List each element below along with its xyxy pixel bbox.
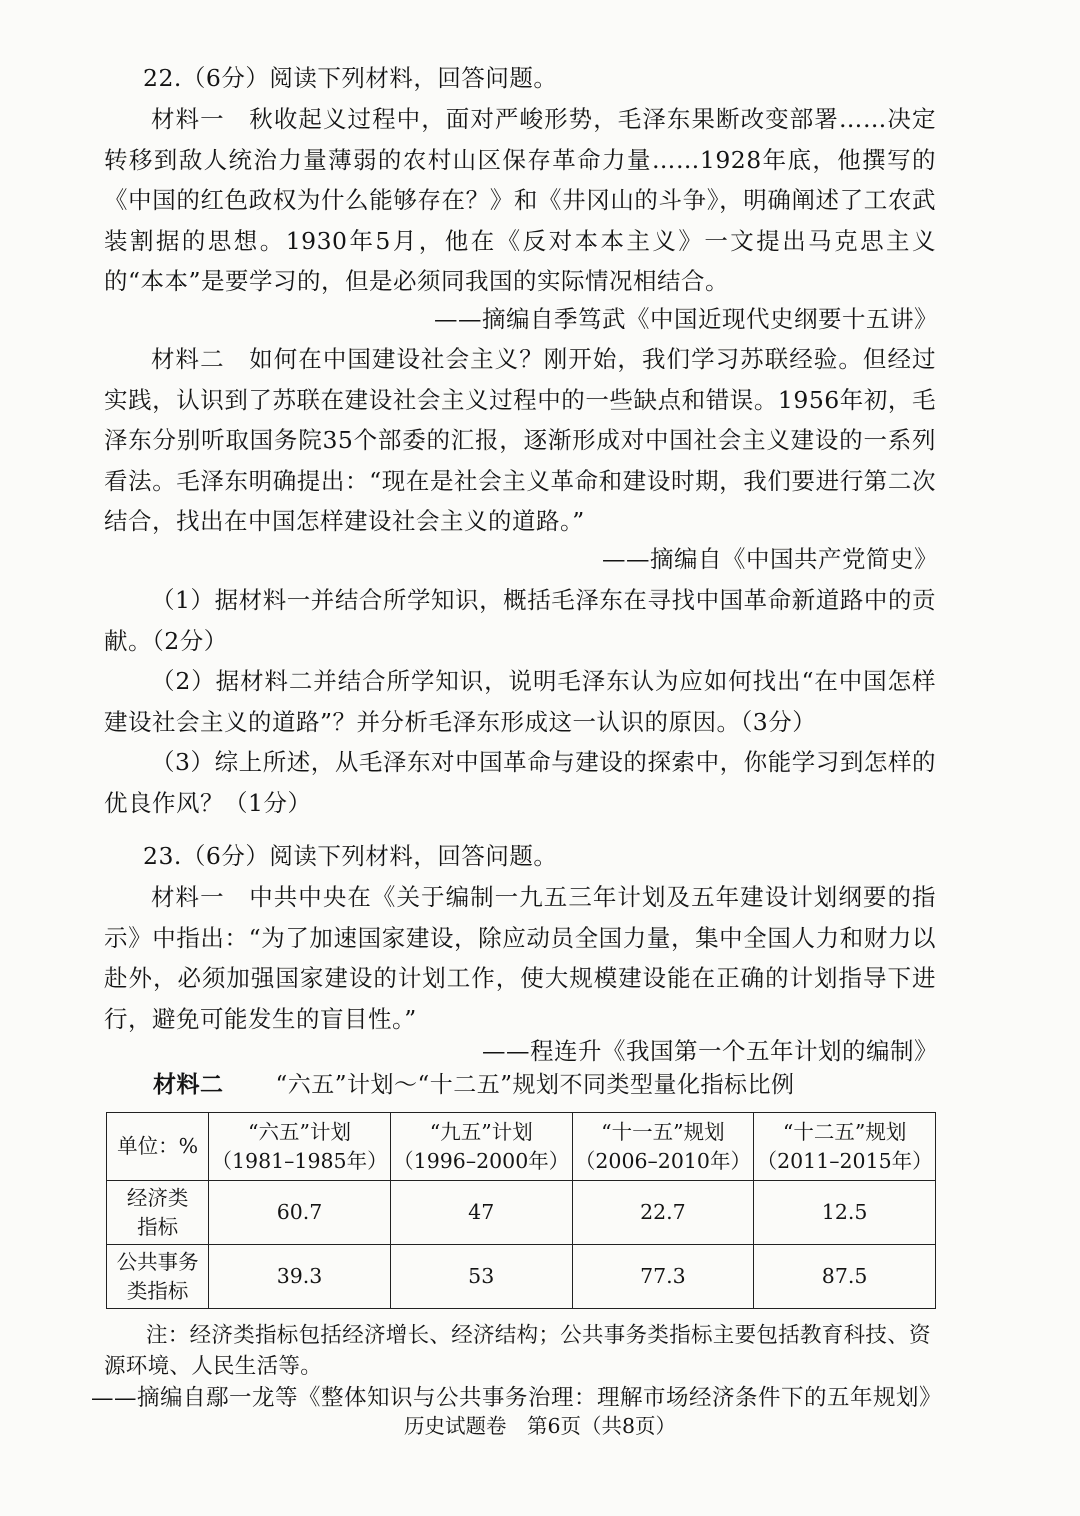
table-caption (153, 1068, 795, 1102)
q22-source2: ——摘编自《中国共产党简史》 (602, 545, 938, 573)
table-header-row (107, 1113, 936, 1181)
value-cell: 47 (390, 1181, 572, 1245)
col-years: （2011–2015年） (756, 1148, 933, 1173)
value-cell: 39.3 (209, 1245, 391, 1309)
col-name: “九五”计划 (429, 1119, 533, 1144)
q22-material2: 材料二 如何在中国建设社会主义？刚开始，我们学习苏联经验。但经过实践，认识到了苏联在建设社会主义过程中的一些缺点和错误。1956年初，毛泽东分别听取国务院35个部委的汇报，逐渐形成对中国社会主义建设的一系列看法。毛泽东明确提出：“现在是社会主义革命和建设时期，我们要进行第二次结合，找出在中国怎样建设社会主义的道路。” (104, 345, 936, 535)
page-footer: 历史试题卷 第6页（共8页） (403, 1414, 677, 1438)
row-label-line: 类指标 (126, 1278, 189, 1303)
q22-sub1: （1）据材料一并结合所学知识，概括毛泽东在寻找中国革命新道路中的贡献。（2分） (104, 586, 936, 655)
table-row (107, 1181, 936, 1245)
row-label-line: 公共事务 (116, 1249, 199, 1274)
row-label (107, 1245, 209, 1309)
col-name: “十二五”规划 (782, 1119, 907, 1144)
value-cell: 77.3 (572, 1245, 754, 1309)
value-cell: 60.7 (209, 1181, 391, 1245)
table-note: 注：经济类指标包括经济增长、经济结构；公共事务类指标主要包括教育科技、资源环境、人民生活等。 (104, 1323, 931, 1379)
q22-source1: ——摘编自季笃武《中国近现代史纲要十五讲》 (434, 305, 938, 333)
col-years: （1981–1985年） (211, 1148, 388, 1173)
col-name: “六五”计划 (248, 1119, 352, 1144)
value-cell: 87.5 (754, 1245, 936, 1309)
material2-label: 材料二 (153, 1071, 224, 1098)
unit-cell: 单位：% (107, 1113, 209, 1181)
table-row (107, 1245, 936, 1309)
value-cell: 53 (390, 1245, 572, 1309)
q22-sub3: （3）综上所述，从毛泽东对中国革命与建设的探索中，你能学习到怎样的优良作风？（1分） (104, 748, 936, 817)
value-cell: 12.5 (754, 1181, 936, 1245)
q22-sub2: （2）据材料二并结合所学知识，说明毛泽东认为应如何找出“在中国怎样建设社会主义的道路”？并分析毛泽东形成这一认识的原因。（3分） (104, 667, 936, 736)
q23-heading: 23.（6分）阅读下列材料，回答问题。 (143, 842, 558, 870)
col-header (390, 1113, 572, 1181)
q22-heading: 22.（6分）阅读下列材料，回答问题。 (143, 64, 558, 92)
row-label-line: 经济类 (126, 1185, 189, 1210)
q23-material1: 材料一 中共中央在《关于编制一九五三年计划及五年建设计划纲要的指示》中指出：“为了加速国家建设，除应动员全国力量，集中全国人力和财力以赴外，必须加强国家建设的计划工作，使大规模建设能在正确的计划指导下进行，避免可能发生的盲目性。” (104, 883, 936, 1033)
row-label-line: 指标 (137, 1214, 179, 1239)
row-label (107, 1181, 209, 1245)
col-header (754, 1113, 936, 1181)
table-title: “六五”计划～“十二五”规划不同类型量化指标比例 (275, 1072, 795, 1098)
col-years: （1996–2000年） (393, 1148, 570, 1173)
q22-material1: 材料一 秋收起义过程中，面对严峻形势，毛泽东果断改变部署……决定转移到敌人统治力量薄弱的农村山区保存革命力量……1928年底，他撰写的《中国的红色政权为什么能够存在？》和《井冈山的斗争》，明确阐述了工农武装割据的思想。1930年5月，他在《反对本本主义》一文提出马克思主义的“本本”是要学习的，但是必须同我国的实际情况相结合。 (104, 105, 936, 295)
q23-source1: ——程连升《我国第一个五年计划的编制》 (482, 1037, 938, 1065)
indicator-table (106, 1112, 936, 1309)
col-name: “十一五”规划 (601, 1119, 725, 1144)
col-years: （2006–2010年） (574, 1148, 751, 1173)
col-header (209, 1113, 391, 1181)
col-header (572, 1113, 754, 1181)
q23-source2: ——摘编自鄢一龙等《整体知识与公共事务治理：理解市场经济条件下的五年规划》 (90, 1385, 942, 1411)
value-cell: 22.7 (572, 1181, 754, 1245)
